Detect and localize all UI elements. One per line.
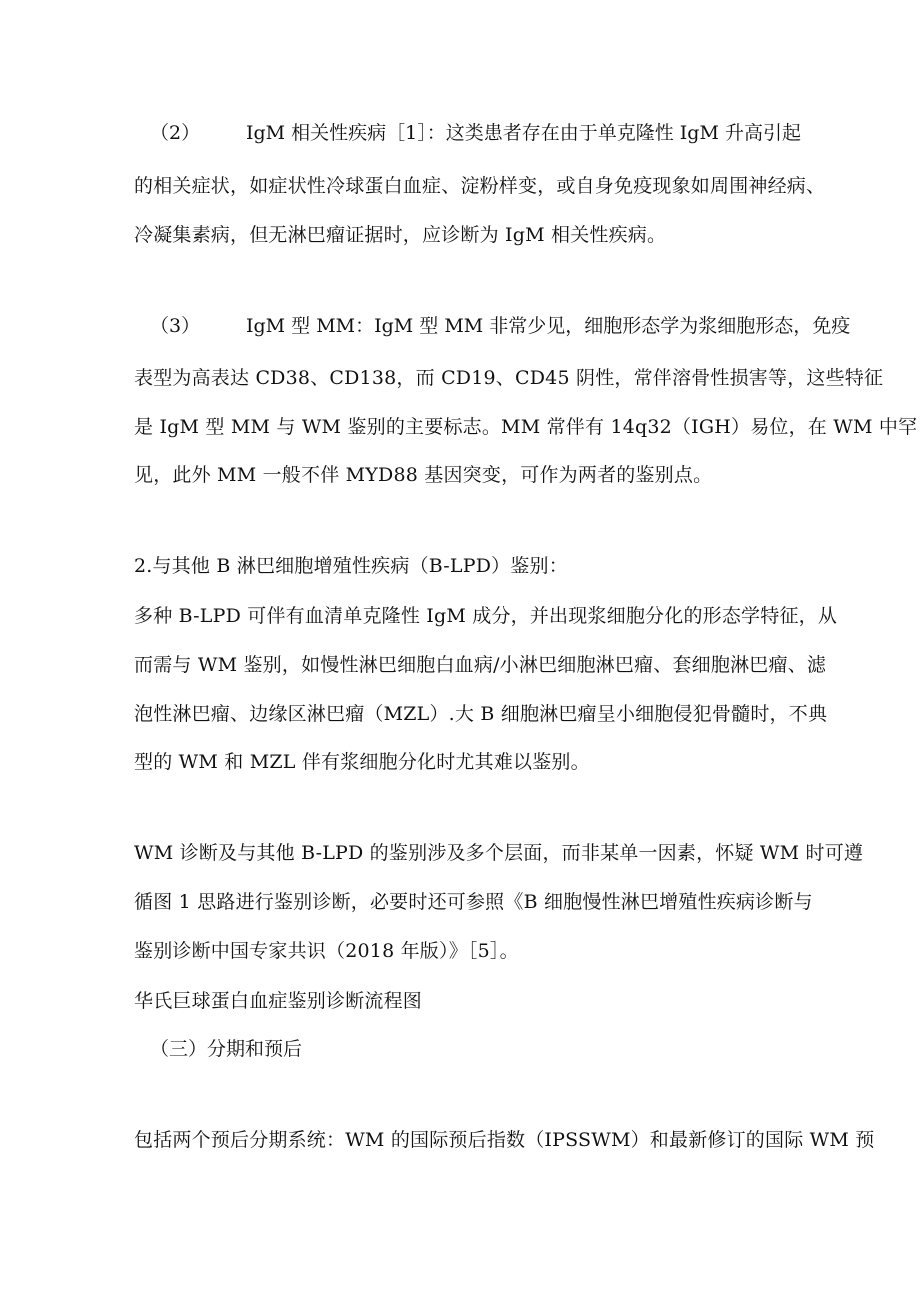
summary-line-3: 鉴别诊断中国专家共识（2018 年版）》［5］。 [134,940,519,962]
section3-line-1: 包括两个预后分期系统：WM 的国际预后指数（IPSSWM）和最新修订的国际 WM 预 [134,1129,875,1151]
item3-line-3: 是 IgM 型 MM 与 WM 鉴别的主要标志。MM 常伴有 14q32（IGH）易位，在 WM 中罕 [134,416,918,438]
section2-line-4: 型的 WM 和 MZL 伴有浆细胞分化时尤其难以鉴别。 [134,751,590,773]
section2-line-2: 而需与 WM 鉴别，如慢性淋巴细胞白血病/小淋巴细胞淋巴瘤、套细胞淋巴瘤、滤 [134,654,827,676]
summary-line-2: 循图 1 思路进行鉴别诊断，必要时还可参照《B 细胞慢性淋巴增殖性疾病诊断与 [134,891,813,913]
item2-line-3: 冷凝集素病，但无淋巴瘤证据时，应诊断为 IgM 相关性疾病。 [134,224,667,246]
item2-line-2: 的相关症状，如症状性冷球蛋白血症、淀粉样变，或自身免疫现象如周围神经病、 [134,175,826,197]
summary-line-1: WM 诊断及与其他 B-LPD 的鉴别涉及多个层面，而非某单一因素，怀疑 WM 时可遵 [134,842,864,864]
item2-line-1: IgM 相关性疾病［1］：这类患者存在由于单克隆性 IgM 升高引起 [246,122,801,144]
section2-line-1: 多种 B-LPD 可伴有血清单克隆性 IgM 成分，并出现浆细胞分化的形态学特征，从 [134,605,838,627]
item3-line-2: 表型为高表达 CD38、CD138，而 CD19、CD45 阴性，常伴溶骨性损害等，这些特征 [134,367,884,389]
figure-caption: 华氏巨球蛋白血症鉴别诊断流程图 [134,990,423,1012]
item3-number: （3） [150,315,201,337]
item2-number: （2） [150,122,201,144]
item3-line-4: 见，此外 MM 一般不伴 MYD88 基因突变，可作为两者的鉴别点。 [134,464,713,486]
section3-heading: （三）分期和预后 [150,1038,303,1060]
section2-title: 2.与其他 B 淋巴细胞增殖性疾病（B-LPD）鉴别： [134,555,568,577]
section2-line-3: 泡性淋巴瘤、边缘区淋巴瘤（MZL）.大 B 细胞淋巴瘤呈小细胞侵犯骨髓时，不典 [134,703,828,725]
item3-line-1: IgM 型 MM：IgM 型 MM 非常少见，细胞形态学为浆细胞形态，免疫 [246,315,851,337]
